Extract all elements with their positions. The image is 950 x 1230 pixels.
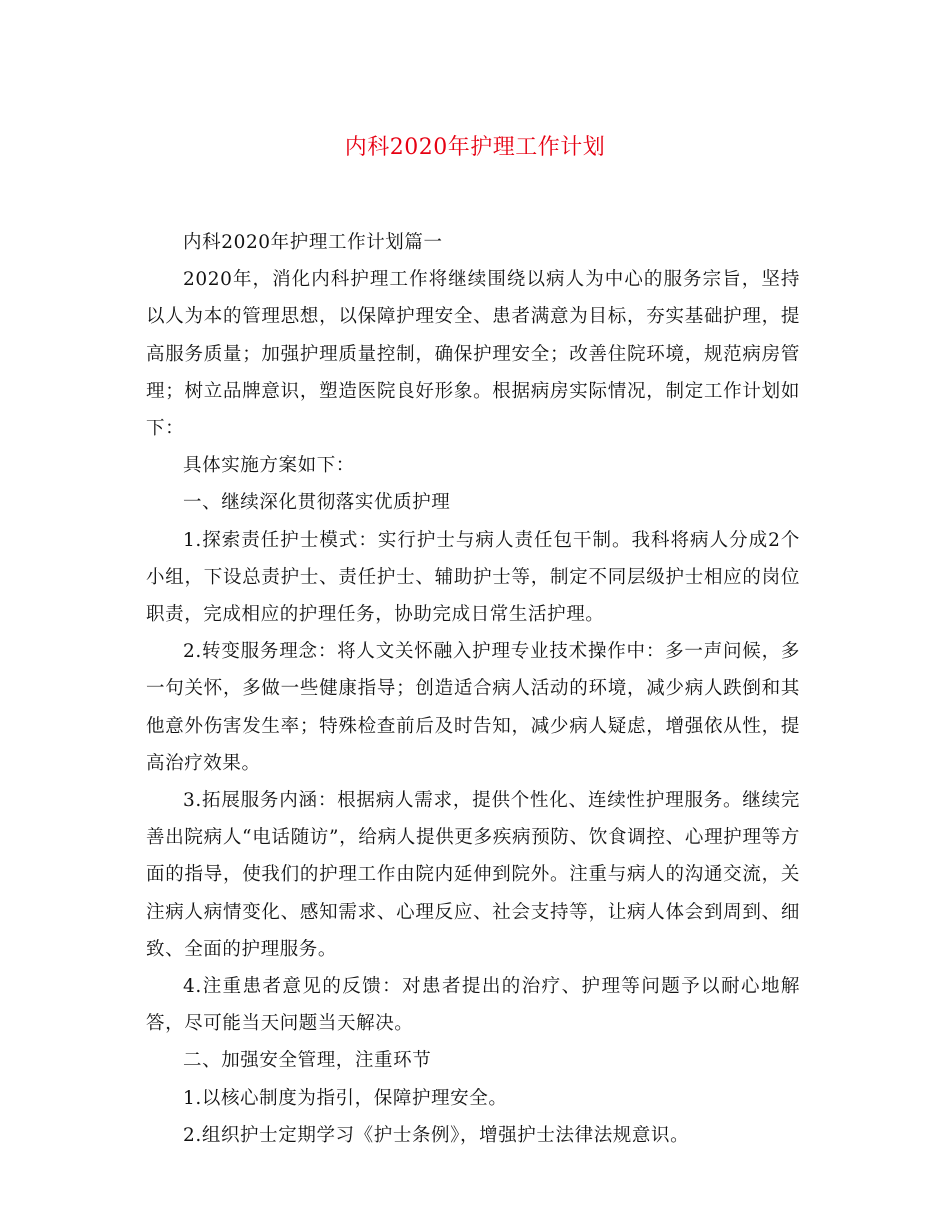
document-title: 内科2020年护理工作计划	[344, 135, 606, 160]
item-paragraph-1-4: 4.注重患者意见的反馈：对患者提出的治疗、护理等问题予以耐心地解答，尽可能当天问题当天解决。	[146, 976, 800, 1035]
section-heading-2: 二、加强安全管理，注重环节	[183, 1050, 432, 1072]
item-paragraph-2-2: 2.组织护士定期学习《护士条例》，增强护士法律法规意识。	[183, 1124, 690, 1146]
document-body	[146, 224, 800, 1154]
item-paragraph-1-2: 2.转变服务理念：将人文关怀融入护理专业技术操作中：多一声问候，多一句关怀，多做一些健康指导；创造适合病人活动的环境，减少病人跌倒和其他意外伤害发生率；特殊检查前后及时告知，减少病人疑虑，增强依从性，提高治疗效果。	[146, 641, 800, 774]
item-paragraph-1-3: 3.拓展服务内涵：根据病人需求，提供个性化、连续性护理服务。继续完善出院病人“电话随访”，给病人提供更多疾病预防、饮食调控、心理护理等方面的指导，使我们的护理工作由院内延伸到院外。注重与病人的沟通交流，关注病人病情变化、感知需求、心理反应、社会支持等，让病人体会到周到、细致、全面的护理服务。	[146, 790, 800, 960]
section-heading: 内科2020年护理工作计划篇一	[183, 232, 443, 253]
plan-intro-line: 具体实施方案如下：	[183, 455, 355, 477]
item-paragraph-2-1: 1.以核心制度为指引，保障护理安全。	[183, 1087, 508, 1109]
section-heading-1: 一、继续深化贯彻落实优质护理	[183, 492, 451, 514]
intro-paragraph: 2020年，消化内科护理工作将继续围绕以病人为中心的服务宗旨，坚持以人为本的管理思想，以保障护理安全、患者满意为目标，夯实基础护理，提高服务质量；加强护理质量控制，确保护理安全；改善住院环境，规范病房管理；树立品牌意识，塑造医院良好形象。根据病房实际情况，制定工作计划如下：	[146, 269, 800, 440]
item-paragraph-1-1: 1.探索责任护士模式：实行护士与病人责任包干制。我科将病人分成2个小组，下设总责护士、责任护士、辅助护士等，制定不同层级护士相应的岗位职责，完成相应的护理任务，协助完成日常生活护理。	[146, 529, 800, 626]
